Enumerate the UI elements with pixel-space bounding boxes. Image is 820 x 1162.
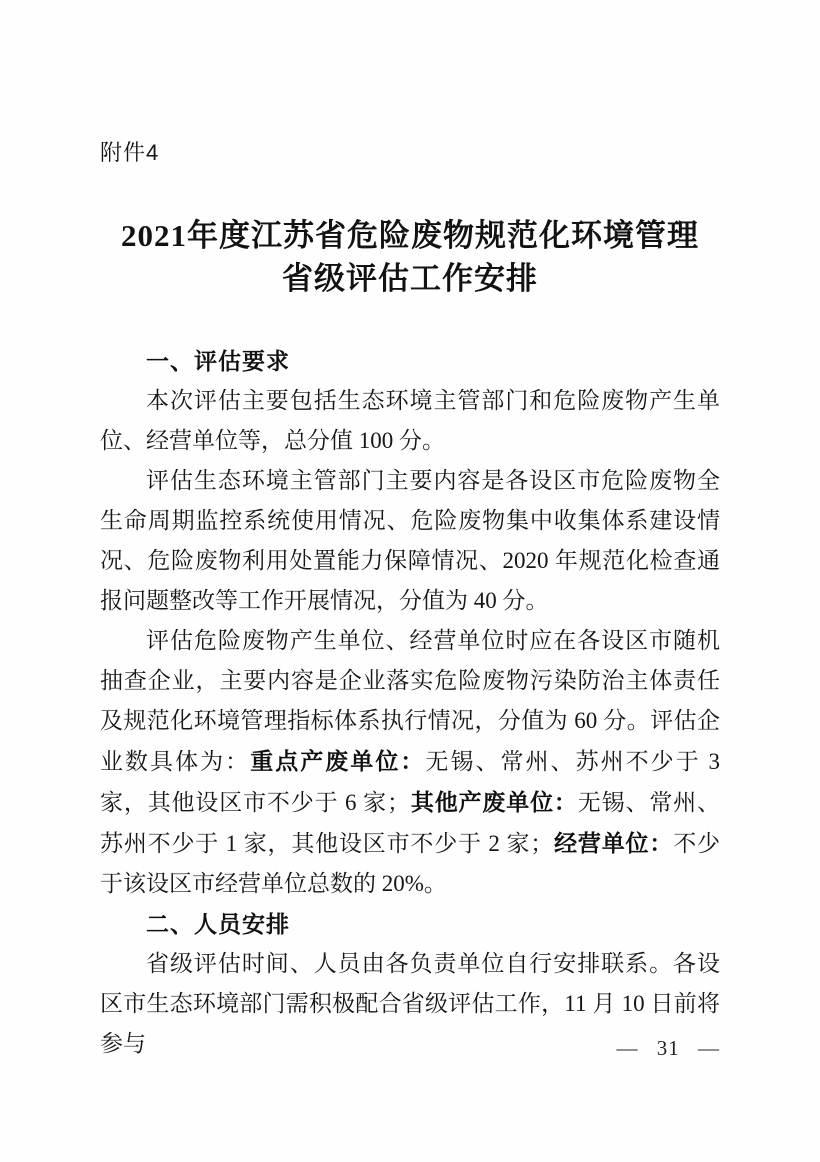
document-body (100, 341, 720, 1064)
attachment-label: 附件4 (100, 140, 160, 165)
paragraph-enterprise-assessment (100, 621, 720, 904)
text-run-key-waste-producers: 重点产废单位： (250, 748, 426, 774)
text-run: 无锡、常州、苏州不少于 3 家，其他设区市不少于 6 家； (100, 749, 721, 815)
page-number: — 31 — (616, 1036, 720, 1060)
text-run: 无锡、常州、苏州不少于 1 家，其他设区市不少于 2 家； (100, 790, 721, 856)
text-run-other-waste-producers: 其他产废单位： (410, 789, 578, 815)
document-title-line-2: 省级评估工作安排 (282, 261, 538, 296)
text-run-operating-units: 经营单位： (553, 830, 674, 856)
text-run: 不少于该设区市经营单位总数的 20%。 (100, 831, 721, 896)
text-run: 评估危险废物产生单位、经营单位时应在各设区市随机抽查企业，主要内容是企业落实危险废物污染防治主体责任及规范化环境管理指标体系执行情况，分值为 60 分。评估企业数具体为： (100, 628, 720, 774)
paragraph-authority-assessment: 评估生态环境主管部门主要内容是各设区市危险废物全生命周期监控系统使用情况、危险废物集中收集体系建设情况、危险废物利用处置能力保障情况、2020 年规范化检查通报问题整改等工作开展情况，分值为 40 分。 (100, 468, 720, 613)
document-title (0, 214, 820, 300)
paragraph-personnel-arrangement: 省级评估时间、人员由各负责单位自行安排联系。各设区市生态环境部门需积极配合省级评估工作，11 月 10 日前将参与 (100, 951, 720, 1056)
paragraph-assessment-scope: 本次评估主要包括生态环境主管部门和危险废物产生单位、经营单位等，总分值 100 分。 (100, 388, 720, 453)
document-title-line-1: 2021年度江苏省危险废物规范化环境管理 (121, 218, 699, 253)
section-heading-assessment-requirements: 一、评估要求 (146, 348, 290, 374)
section-heading-personnel-arrangement: 二、人员安排 (146, 911, 290, 937)
